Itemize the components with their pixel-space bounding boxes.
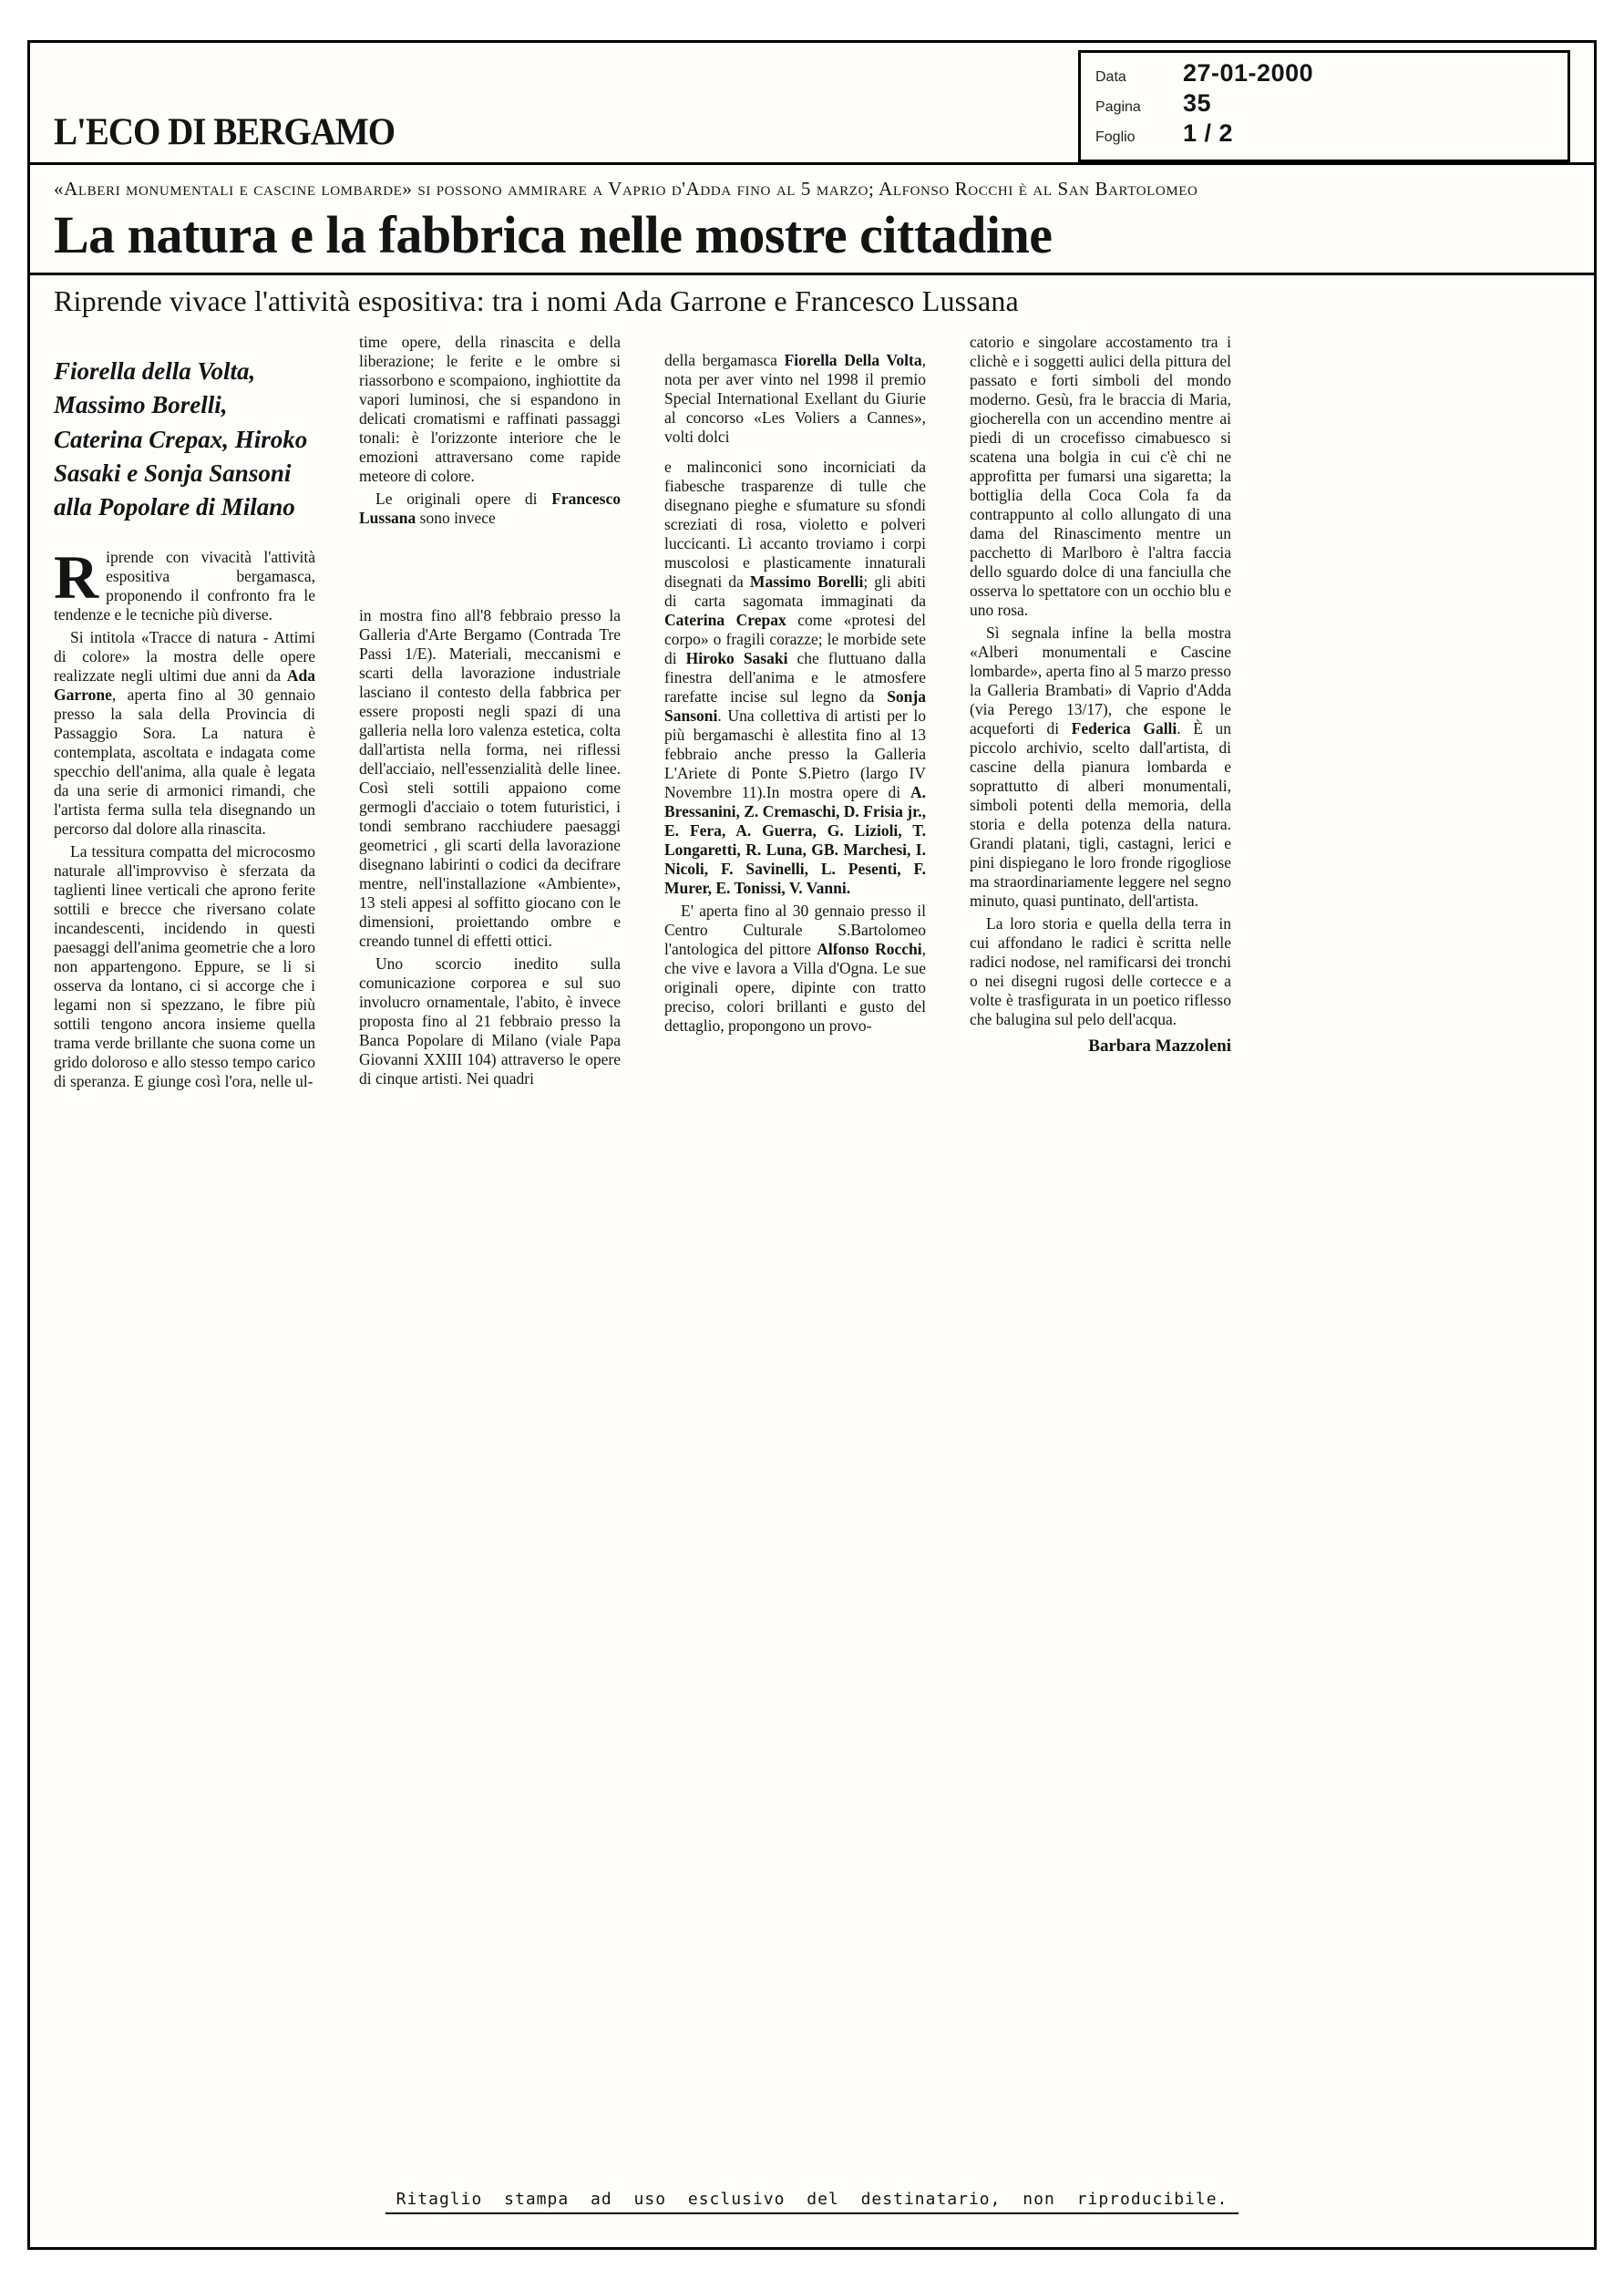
column-spacer <box>664 447 926 458</box>
subtitle: Riprende vivace l'attività espositiva: tra i nomi Ada Garrone e Francesco Lussana <box>54 284 1019 318</box>
clipping-header <box>54 43 1570 162</box>
article-column-3 <box>664 333 926 1036</box>
article-paragraph: Si intitola «Tracce di natura - Attimi di colore» la mostra delle opere realizzate negli ultimi due anni da Ada Garrone, aperta fino al 30 gennaio presso la sala della Provincia di Passaggio Sora. La natura è contemplata, ascoltata e indagata come specchio dell'anima, alla quale è legata da una serie di armonici rimandi, che l'artista ferma sulla tela disegnando un percorso dal dolore alla rinascita. <box>54 628 315 839</box>
info-row-sheet <box>1095 120 1553 150</box>
info-row-page <box>1095 90 1553 120</box>
article-paragraph: in mostra fino all'8 febbraio presso la Galleria d'Arte Bergamo (Contrada Tre Passi 1/E). Materiali, meccanismi e scarti della lavorazione industriale lasciano il contesto della fabbrica per essere proposti negli spazi di una galleria nella loro valenza estetica, colta dall'artista nella forma, nei riflessi dell'acciaio, nell'essenzialità delle linee. Così steli sottili appaiono come germogli d'acciaio o totem futuristici, i tondi sembrano racchiudere paesaggi geometrici , gli scarti della lavorazione disegnano labirinti o codici da decifrare mentre, nell'installazione «Ambiente», 13 steli appesi al soffitto giocano con le dimensioni, proiettando ombre e creando tunnel di effetti ottici. <box>359 606 621 951</box>
article-column-4 <box>970 333 1231 1057</box>
headline: La natura e la fabbrica nelle mostre cittadine <box>54 205 1053 264</box>
article-paragraph: E' aperta fino al 30 gennaio presso il Centro Culturale S.Bartolomeo l'antologica del pittore Alfonso Rocchi, che vive e lavora a Villa d'Ogna. Le sue originali opere, dipinte con tratto preciso, colori brillanti e gusto del dettaglio, propongono un provo- <box>664 902 927 1036</box>
article-paragraph: della bergamasca Fiorella Della Volta, nota per aver vinto nel 1998 il premio Special International Exellant du Giurie al concorso «Les Voliers a Cannes», volti dolci <box>664 351 926 447</box>
newspaper-masthead: L'ECO DI BERGAMO <box>54 110 396 154</box>
byline: Barbara Mazzoleni <box>1088 1036 1231 1057</box>
article-body <box>54 284 1231 1091</box>
article-head <box>54 178 1231 262</box>
article-paragraph: Uno scorcio inedito sulla comunicazione corporea e sul suo involucro ornamentale, l'abito, è invece proposta fino al 21 febbraio presso la Banca Popolare di Milano (viale Papa Giovanni XXIII 104) attraverso le opere di cinque artisti. Nei quadri <box>359 954 621 1088</box>
article-paragraph: La loro storia e quella della terra in cui affondano le radici è scritta nelle radici nodose, nel ramificarsi dei tronchi o nei disegni rugosi delle cortecce e a volte è trasfigurata in un poetico riflesso che balugina sul pelo dell'acqua. <box>970 914 1231 1029</box>
info-label-date: Data <box>1095 69 1126 85</box>
article-paragraph: time opere, della rinascita e della liberazione; le ferite e le ombre si riassorbono e scompaiono, inghiottite da vapori luminosi, che si espandono in delicati cromatismi e raffinati passaggi tonali: è l'orizzonte interiore che le emozioni attraversano come rapide meteore di colore. <box>359 333 621 486</box>
info-label-page: Pagina <box>1095 99 1141 115</box>
article-paragraph: catorio e singolare accostamento tra i clichè e i soggetti aulici della pittura del passato e forti simboli del mondo moderno. Gesù, fra le braccia di Maria, giocherella con un accendino mentre ai piedi di un crocefisso cimabuesco si scatena una bolgia in cui c'è chi ne approfitta per fumarsi una sigaretta; la bottiglia della Coca Cola fa da contrappunto al collo allungato di una dama del Rinascimento mentre un pacchetto di Marlboro è l'altra faccia dello sguardo dolce di una fanciulla che osserva lo spettatore con un occhio blu e uno rosa. <box>970 333 1231 620</box>
footer-notice: Ritaglio stampa ad uso esclusivo del destinatario, non riproducibile. <box>385 2190 1239 2214</box>
kicker: «Alberi monumentali e cascine lombarde» si possono ammirare a Vaprio d'Adda fino al 5 marzo; Alfonso Rocchi è al San Bartolomeo <box>54 178 1198 200</box>
info-label-sheet: Foglio <box>1095 129 1136 145</box>
article-columns <box>54 333 1231 1091</box>
clipping-footer <box>30 2190 1594 2214</box>
article-paragraph: La tessitura compatta del microcosmo naturale all'improvviso è sferzata da taglienti linee verticali che aprono ferite sottili e brecce che riversano colate incandescenti, incidendo in questi paesaggi dell'anima geometrie che a loro non appartengono. Eppure, se li si osserva da lontano, ci si accorge che i legami non si spezzano, le fibre più sottili tengono ancora insieme quella trama verde brillante che suona come un grido doloroso e allo stesso tempo carico di speranza. E giunge così l'ora, nelle ul- <box>54 842 315 1091</box>
column-spacer <box>359 528 621 606</box>
article-paragraph: e malinconici sono incorniciati da fiabesche trasparenze di tulle che disegnano pieghe e sfumature su sfondi screziati di rosa, violetto e polveri luccicanti. Lì accanto troviamo i corpi muscolosi e plasticamente innaturali disegnati da Massimo Borelli; gli abiti di carta sagomata immaginati da Caterina Crepax come «protesi del corpo» o fragili corazze; le morbide sete di Hiroko Sasaki che fluttuano dalla finestra dell'anima e le atmosfere rarefatte incise sul legno da Sonja Sansoni. Una collettiva di artisti per lo più bergamaschi è allestita fino al 13 febbraio anche presso la Galleria L'Ariete di Ponte S.Pietro (largo IV Novembre 11).In mostra opere di A. Bressanini, Z. Cremaschi, D. Frisia jr., E. Fera, A. Guerra, G. Lizioli, T. Longaretti, R. Luna, GB. Marchesi, I. Nicoli, F. Savinelli, L. Pesenti, F. Murer, E. Tonissi, V. Vanni. <box>664 458 927 898</box>
article-paragraph: Sì segnala infine la bella mostra «Alberi monumentali e Cascine lombarde», aperta fino al 5 marzo presso la Galleria Brambati» di Vaprio d'Adda (via Perego 13/17), che espone le acqueforti di Federica Galli. È un piccolo archivio, scelto dall'artista, di cascine della pianura lombarda e soprattutto di alberi monumentali, simboli potenti della memoria, della storia e della potenza della natura. Grandi platani, tigli, castagni, lerici e pini dispiegano le loro fronde rigogliose ma straordinariamente leggere nel segno minuto, quasi puntinato, dell'artista. <box>970 624 1231 911</box>
article-column-1 <box>54 333 315 1091</box>
info-row-date <box>1095 60 1553 90</box>
article-lead-in: Fiorella della Volta, Massimo Borelli, Caterina Crepax, Hiroko Sasaki e Sonja Sansoni alla Popolare di Milano <box>54 357 308 521</box>
header-rule <box>30 162 1594 165</box>
info-value-date: 27-01-2000 <box>1183 59 1314 87</box>
info-value-sheet: 1 / 2 <box>1183 119 1234 147</box>
article-paragraph: Riprende con vivacità l'attività espositiva bergamasca, proponendo il confronto fra le tendenze e le tecniche più diverse. <box>54 542 315 624</box>
article-paragraph: Le originali opere di Francesco Lussana sono invece <box>359 490 621 528</box>
drop-cap-letter: R <box>54 542 99 613</box>
info-value-page: 35 <box>1183 89 1212 117</box>
headline-rule <box>30 273 1594 275</box>
article-column-2 <box>359 333 621 1088</box>
press-clipping-frame <box>27 40 1597 2250</box>
clipping-info-box <box>1078 50 1570 162</box>
